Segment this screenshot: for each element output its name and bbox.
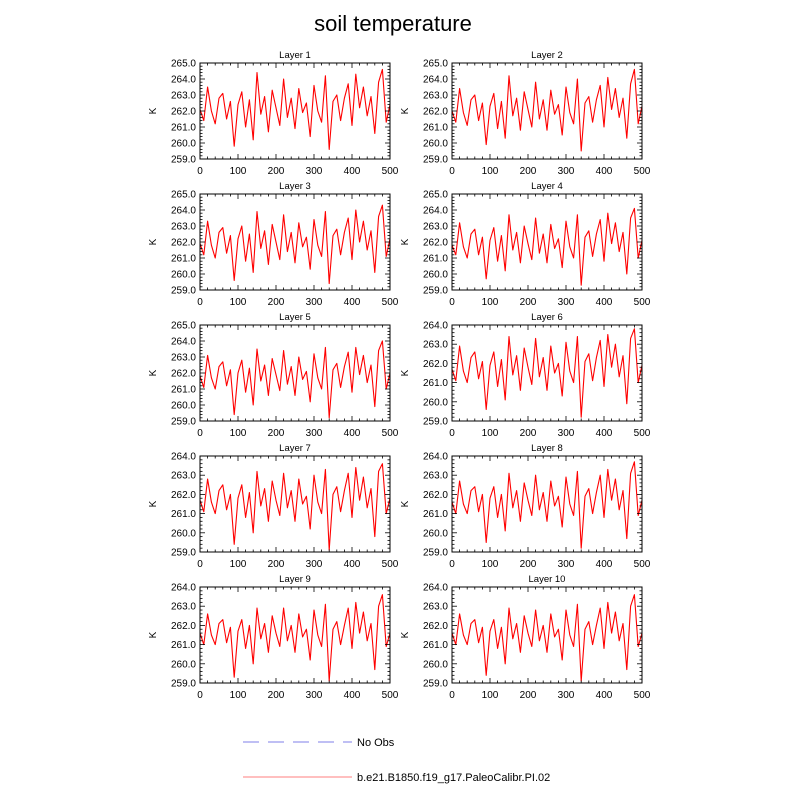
y-tick-label: 259.0 [170, 416, 196, 428]
x-tick-label: 400 [595, 166, 613, 177]
y-tick-label: 262.0 [170, 237, 196, 249]
x-tick-label: 0 [197, 690, 203, 701]
x-tick-label: 0 [449, 428, 455, 439]
y-tick-label: 259.0 [422, 154, 448, 166]
x-tick-label: 200 [519, 559, 537, 570]
y-tick-label: 260.0 [422, 528, 448, 540]
x-tick-label: 400 [595, 297, 613, 308]
panel-title: Layer 8 [531, 443, 563, 454]
y-tick-label: 261.0 [170, 640, 196, 652]
x-tick-label: 100 [229, 297, 247, 308]
series-line [452, 462, 642, 548]
x-tick-label: 200 [267, 559, 285, 570]
x-tick-label: 500 [633, 428, 651, 439]
x-tick-label: 300 [305, 297, 323, 308]
x-tick-label: 100 [481, 690, 499, 701]
y-tick-label: 263.0 [170, 352, 196, 364]
y-tick-label: 264.0 [422, 320, 448, 332]
x-tick-label: 400 [595, 690, 613, 701]
panel-layer-10 [400, 574, 651, 701]
figure-title: soil temperature [314, 11, 472, 36]
y-tick-label: 263.0 [170, 221, 196, 233]
x-tick-label: 400 [595, 559, 613, 570]
y-tick-label: 261.0 [170, 253, 196, 265]
y-tick-label: 263.0 [422, 601, 448, 613]
y-tick-label: 263.0 [422, 339, 448, 351]
y-tick-label: 262.0 [422, 620, 448, 632]
x-tick-label: 300 [305, 559, 323, 570]
series-line [200, 69, 390, 149]
x-tick-label: 0 [197, 166, 203, 177]
y-tick-label: 260.0 [170, 138, 196, 150]
x-tick-label: 300 [557, 559, 575, 570]
y-tick-label: 263.0 [170, 90, 196, 102]
series-line [452, 329, 642, 417]
panel-layer-7 [148, 443, 399, 570]
x-tick-label: 400 [343, 166, 361, 177]
y-tick-label: 261.0 [170, 384, 196, 396]
x-tick-label: 400 [343, 559, 361, 570]
plot-frame [200, 325, 390, 421]
series-line [200, 341, 390, 418]
y-tick-label: 265.0 [170, 189, 196, 201]
y-tick-label: 260.0 [170, 528, 196, 540]
x-tick-label: 200 [267, 690, 285, 701]
y-tick-label: 261.0 [422, 640, 448, 652]
series-line [200, 464, 390, 550]
legend-item [243, 772, 550, 784]
y-tick-label: 264.0 [170, 451, 196, 463]
x-tick-label: 200 [519, 297, 537, 308]
x-tick-label: 500 [381, 428, 399, 439]
x-tick-label: 500 [381, 166, 399, 177]
y-axis-label: K [148, 631, 159, 639]
x-tick-label: 100 [481, 297, 499, 308]
x-tick-label: 100 [481, 559, 499, 570]
x-tick-label: 300 [557, 690, 575, 701]
y-tick-label: 259.0 [170, 154, 196, 166]
x-tick-label: 200 [519, 690, 537, 701]
y-tick-label: 264.0 [422, 205, 448, 217]
panel-title: Layer 4 [531, 181, 563, 192]
y-tick-label: 259.0 [170, 285, 196, 297]
y-axis-label: K [148, 107, 159, 115]
y-tick-label: 262.0 [170, 368, 196, 380]
x-tick-label: 0 [449, 690, 455, 701]
x-tick-label: 200 [519, 166, 537, 177]
y-tick-label: 263.0 [170, 470, 196, 482]
y-axis-label: K [400, 500, 411, 508]
y-tick-label: 264.0 [170, 205, 196, 217]
y-tick-label: 263.0 [422, 221, 448, 233]
x-tick-label: 0 [197, 559, 203, 570]
x-tick-label: 200 [519, 428, 537, 439]
series-line [452, 208, 642, 285]
x-tick-label: 300 [305, 428, 323, 439]
y-axis-label: K [148, 238, 159, 246]
y-tick-label: 264.0 [422, 582, 448, 594]
y-axis-label: K [148, 369, 159, 377]
y-tick-label: 264.0 [170, 74, 196, 86]
y-tick-label: 262.0 [170, 106, 196, 118]
panel-title: Layer 7 [279, 443, 311, 454]
x-tick-label: 100 [481, 428, 499, 439]
panel-title: Layer 2 [531, 50, 563, 61]
panel-layer-8 [400, 443, 651, 570]
y-tick-label: 260.0 [422, 138, 448, 150]
x-tick-label: 500 [633, 690, 651, 701]
x-tick-label: 300 [305, 690, 323, 701]
y-tick-label: 263.0 [422, 90, 448, 102]
y-tick-label: 259.0 [422, 678, 448, 690]
x-tick-label: 0 [197, 428, 203, 439]
y-tick-label: 263.0 [170, 601, 196, 613]
x-tick-label: 400 [595, 428, 613, 439]
y-tick-label: 261.0 [422, 253, 448, 265]
panel-layer-6 [400, 312, 651, 439]
x-tick-label: 100 [229, 428, 247, 439]
y-tick-label: 260.0 [170, 269, 196, 281]
y-tick-label: 264.0 [170, 582, 196, 594]
x-tick-label: 500 [381, 559, 399, 570]
y-tick-label: 262.0 [170, 489, 196, 501]
panel-layer-4 [400, 181, 651, 308]
y-tick-label: 259.0 [422, 285, 448, 297]
panel-layer-9 [148, 574, 399, 701]
panel-title: Layer 9 [279, 574, 311, 585]
y-tick-label: 260.0 [170, 400, 196, 412]
panel-layer-3 [148, 181, 399, 308]
legend [243, 737, 550, 784]
y-tick-label: 262.0 [422, 106, 448, 118]
y-tick-label: 261.0 [170, 122, 196, 134]
y-tick-label: 265.0 [422, 189, 448, 201]
x-tick-label: 500 [381, 690, 399, 701]
x-tick-label: 500 [633, 166, 651, 177]
y-tick-label: 264.0 [170, 336, 196, 348]
panel-title: Layer 6 [531, 312, 563, 323]
y-axis-label: K [148, 500, 159, 508]
panel-title: Layer 5 [279, 312, 311, 323]
x-tick-label: 200 [267, 428, 285, 439]
panel-title: Layer 10 [528, 574, 566, 585]
y-axis-label: K [400, 631, 411, 639]
series-line [200, 595, 390, 681]
y-axis-label: K [400, 107, 411, 115]
plot-frame [452, 325, 642, 421]
panels [148, 50, 651, 701]
panel-layer-2 [400, 50, 651, 177]
y-axis-label: K [400, 369, 411, 377]
x-tick-label: 0 [449, 559, 455, 570]
x-tick-label: 300 [557, 428, 575, 439]
legend-item [243, 737, 395, 749]
plot-frame [452, 194, 642, 290]
y-tick-label: 260.0 [170, 659, 196, 671]
y-tick-label: 259.0 [422, 547, 448, 559]
y-tick-label: 262.0 [422, 358, 448, 370]
panel-layer-5 [148, 312, 399, 439]
y-tick-label: 265.0 [170, 58, 196, 70]
y-tick-label: 262.0 [422, 237, 448, 249]
series-line [200, 205, 390, 283]
panel-layer-1 [148, 50, 399, 177]
y-tick-label: 260.0 [422, 397, 448, 409]
y-tick-label: 260.0 [422, 269, 448, 281]
legend-label: No Obs [357, 737, 395, 749]
y-tick-label: 261.0 [422, 378, 448, 390]
x-tick-label: 500 [381, 297, 399, 308]
series-line [452, 69, 642, 151]
x-tick-label: 500 [633, 559, 651, 570]
y-tick-label: 261.0 [170, 509, 196, 521]
y-tick-label: 261.0 [422, 122, 448, 134]
x-tick-label: 0 [449, 297, 455, 308]
y-tick-label: 262.0 [170, 620, 196, 632]
y-tick-label: 264.0 [422, 451, 448, 463]
x-tick-label: 200 [267, 166, 285, 177]
x-tick-label: 300 [305, 166, 323, 177]
y-tick-label: 259.0 [170, 547, 196, 559]
y-tick-label: 259.0 [422, 416, 448, 428]
x-tick-label: 0 [197, 297, 203, 308]
panel-title: Layer 1 [279, 50, 311, 61]
y-tick-label: 260.0 [422, 659, 448, 671]
legend-label: b.e21.B1850.f19_g17.PaleoCalibr.PI.02 [357, 772, 551, 784]
y-tick-label: 264.0 [422, 74, 448, 86]
x-tick-label: 100 [229, 559, 247, 570]
x-tick-label: 0 [449, 166, 455, 177]
x-tick-label: 500 [633, 297, 651, 308]
x-tick-label: 400 [343, 690, 361, 701]
y-axis-label: K [400, 238, 411, 246]
x-tick-label: 300 [557, 166, 575, 177]
y-tick-label: 265.0 [422, 58, 448, 70]
x-tick-label: 300 [557, 297, 575, 308]
x-tick-label: 200 [267, 297, 285, 308]
panel-title: Layer 3 [279, 181, 311, 192]
y-tick-label: 262.0 [422, 489, 448, 501]
y-tick-label: 265.0 [170, 320, 196, 332]
x-tick-label: 400 [343, 297, 361, 308]
x-tick-label: 100 [229, 690, 247, 701]
x-tick-label: 100 [229, 166, 247, 177]
series-line [452, 595, 642, 681]
x-tick-label: 100 [481, 166, 499, 177]
y-tick-label: 259.0 [170, 678, 196, 690]
y-tick-label: 263.0 [422, 470, 448, 482]
y-tick-label: 261.0 [422, 509, 448, 521]
x-tick-label: 400 [343, 428, 361, 439]
